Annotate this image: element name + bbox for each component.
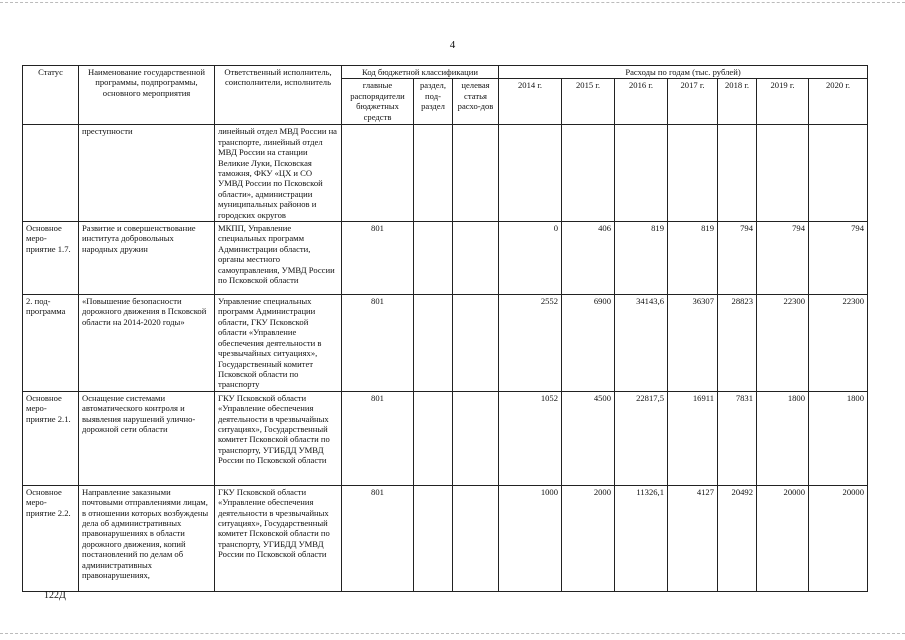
cell-value: 22817,5 xyxy=(615,391,668,485)
page-number: 4 xyxy=(449,39,456,51)
header-year: 2016 г. xyxy=(615,79,668,125)
cell-target xyxy=(453,295,499,392)
cell-value: 819 xyxy=(668,222,718,295)
cell-status xyxy=(23,125,79,222)
header-status: Статус xyxy=(23,66,79,125)
header-expenses: Расходы по годам (тыс. рублей) xyxy=(499,66,868,79)
cell-executor: линейный отдел МВД России на транспорте, линейный отдел МВД России на станции Великие Луки, Псковская таможня, ФКУ «ЦХ и СО УМВД России по Псковской области», администрации муниципальных районов и городских округов xyxy=(215,125,342,222)
table-row xyxy=(23,485,868,591)
header-year: 2018 г. xyxy=(718,79,757,125)
cell-section xyxy=(414,391,453,485)
cell-value: 794 xyxy=(718,222,757,295)
cell-grbs: 801 xyxy=(342,485,414,591)
cell-grbs: 801 xyxy=(342,222,414,295)
cell-value: 7831 xyxy=(718,391,757,485)
table-row xyxy=(23,222,868,295)
header-target-item: целевая статья расхо-дов xyxy=(453,79,499,125)
cell-value: 6900 xyxy=(562,295,615,392)
cell-value xyxy=(668,125,718,222)
cell-value: 36307 xyxy=(668,295,718,392)
cell-target xyxy=(453,125,499,222)
cell-executor: ГКУ Псковской области «Управление обеспечения деятельности в чрезвычайных ситуациях», Государственный комитет Псковской области по транспорту, УГИБДД УМВД России по Псковской области xyxy=(215,485,342,591)
cell-grbs xyxy=(342,125,414,222)
cell-value: 22300 xyxy=(809,295,868,392)
cell-value: 20000 xyxy=(757,485,809,591)
cell-grbs: 801 xyxy=(342,295,414,392)
cell-target xyxy=(453,222,499,295)
table-row xyxy=(23,125,868,222)
header-year: 2014 г. xyxy=(499,79,562,125)
cell-value: 22300 xyxy=(757,295,809,392)
cell-target xyxy=(453,485,499,591)
cell-value: 0 xyxy=(499,222,562,295)
cell-value xyxy=(809,125,868,222)
header-year: 2020 г. xyxy=(809,79,868,125)
cell-name: Развитие и совершенствование института добровольных народных дружин xyxy=(79,222,215,295)
cell-value: 1800 xyxy=(809,391,868,485)
cell-target xyxy=(453,391,499,485)
cell-value: 794 xyxy=(757,222,809,295)
header-budget-code: Код бюджетной классификации xyxy=(342,66,499,79)
cell-value: 34143,6 xyxy=(615,295,668,392)
cell-value: 11326,1 xyxy=(615,485,668,591)
cell-name: «Повышение безопасности дорожного движения в Псковской области на 2014-2020 годы» xyxy=(79,295,215,392)
cell-section xyxy=(414,295,453,392)
cell-section xyxy=(414,485,453,591)
cell-name: Направление заказными почтовыми отправлениями лицам, в отношении которых возбуждены дела об административных правонарушениях в области дорожного движения, копий постановлений по делам об административных правонарушениях, xyxy=(79,485,215,591)
cell-value: 28823 xyxy=(718,295,757,392)
cell-executor: Управление специальных программ Администрации области, ГКУ Псковской области «Управление обеспечения деятельности в чрезвычайных ситуациях», Государственный комитет Псковской области по транспорту xyxy=(215,295,342,392)
cell-value: 819 xyxy=(615,222,668,295)
cell-value: 20492 xyxy=(718,485,757,591)
budget-table xyxy=(22,65,868,592)
header-year: 2019 г. xyxy=(757,79,809,125)
cell-value: 1000 xyxy=(499,485,562,591)
header-section: раздел, под-раздел xyxy=(414,79,453,125)
cell-value: 1800 xyxy=(757,391,809,485)
cell-status: Основное меро-приятие 2.2. xyxy=(23,485,79,591)
cell-value: 2000 xyxy=(562,485,615,591)
cell-executor: МКПП, Управление специальных программ Администрации области, органы местного самоуправления, УМВД России по Псковской области xyxy=(215,222,342,295)
table-row xyxy=(23,391,868,485)
cell-value: 2552 xyxy=(499,295,562,392)
header-name: Наименование государственной программы, подпрограммы, основного мероприятия xyxy=(79,66,215,125)
cell-value xyxy=(718,125,757,222)
footer-code: 122Д xyxy=(44,590,66,601)
cell-value xyxy=(562,125,615,222)
cell-name: Оснащение системами автоматического контроля и выявления нарушений улично-дорожной сети области xyxy=(79,391,215,485)
cell-section xyxy=(414,222,453,295)
cell-value: 16911 xyxy=(668,391,718,485)
cell-value: 20000 xyxy=(809,485,868,591)
cell-value: 794 xyxy=(809,222,868,295)
cell-value xyxy=(499,125,562,222)
cell-value: 406 xyxy=(562,222,615,295)
cell-value: 4500 xyxy=(562,391,615,485)
cell-status: 2. под-программа xyxy=(23,295,79,392)
scan-edge-top xyxy=(0,2,905,3)
cell-value xyxy=(757,125,809,222)
cell-executor: ГКУ Псковской области «Управление обеспечения деятельности в чрезвычайных ситуациях», Государственный комитет Псковской области по транспорту, УГИБДД УМВД России по Псковской области xyxy=(215,391,342,485)
cell-name: преступности xyxy=(79,125,215,222)
header-executor: Ответственный исполнитель, соисполнители, исполнитель xyxy=(215,66,342,125)
cell-value: 1052 xyxy=(499,391,562,485)
scan-edge-bottom xyxy=(0,633,905,634)
cell-status: Основное меро-приятие 2.1. xyxy=(23,391,79,485)
cell-section xyxy=(414,125,453,222)
cell-value xyxy=(615,125,668,222)
header-row-1 xyxy=(23,66,868,79)
header-main-manager: главные распорядители бюджетных средств xyxy=(342,79,414,125)
cell-value: 4127 xyxy=(668,485,718,591)
table-row xyxy=(23,295,868,392)
header-year: 2015 г. xyxy=(562,79,615,125)
cell-grbs: 801 xyxy=(342,391,414,485)
cell-status: Основное меро-приятие 1.7. xyxy=(23,222,79,295)
header-year: 2017 г. xyxy=(668,79,718,125)
